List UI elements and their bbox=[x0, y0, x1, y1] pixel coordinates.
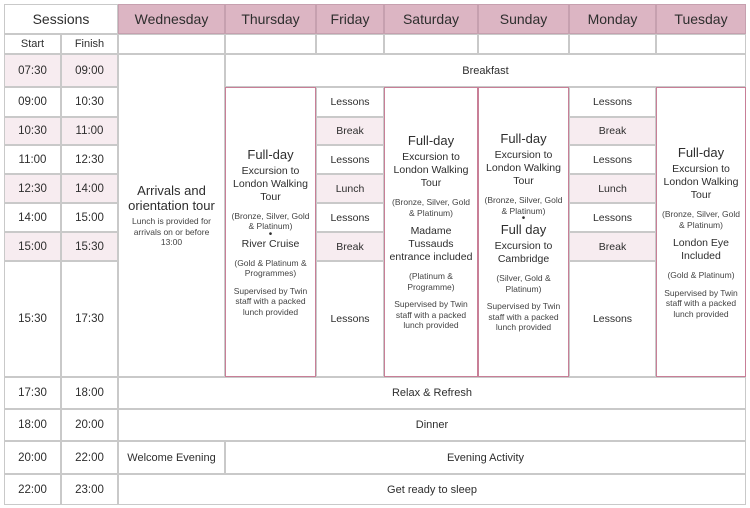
excursion-destination: Excursion to London Walking Tour bbox=[663, 163, 739, 201]
start-time: 17:30 bbox=[4, 377, 61, 409]
thursday-excursion-cell bbox=[225, 87, 316, 377]
finish-time: 11:00 bbox=[61, 117, 118, 145]
monday-slot: Break bbox=[569, 232, 656, 261]
monday-slot: Lessons bbox=[569, 203, 656, 232]
start-time: 20:00 bbox=[4, 441, 61, 474]
finish-time: 22:00 bbox=[61, 441, 118, 474]
monday-slot: Lessons bbox=[569, 87, 656, 117]
start-time: 09:00 bbox=[4, 87, 61, 117]
day-header-tuesday: Tuesday bbox=[656, 4, 746, 34]
wednesday-arrivals-cell bbox=[118, 54, 225, 377]
welcome-evening-cell: Welcome Evening bbox=[118, 441, 225, 474]
bullet: • bbox=[268, 228, 273, 240]
supervised-note: Supervised by Twin staff with a packed lunch provided bbox=[394, 299, 468, 331]
monday-slot: Lunch bbox=[569, 174, 656, 203]
friday-slot: Lessons bbox=[316, 87, 384, 117]
finish-time: 14:00 bbox=[61, 174, 118, 203]
day-header-friday: Friday bbox=[316, 4, 384, 34]
start-time: 22:00 bbox=[4, 474, 61, 505]
start-time: 14:00 bbox=[4, 203, 61, 232]
friday-slot: Break bbox=[316, 232, 384, 261]
finish-time: 20:00 bbox=[61, 409, 118, 441]
excursion-title-2: Full day bbox=[500, 222, 547, 238]
supervised-note: Supervised by Twin staff with a packed lunch provided bbox=[233, 285, 308, 317]
day-header-saturday: Saturday bbox=[384, 4, 478, 34]
finish-time: 15:30 bbox=[61, 232, 118, 261]
start-header: Start bbox=[4, 34, 61, 54]
supervised-note: Supervised by Twin staff with a packed lunch provided bbox=[664, 287, 738, 319]
start-time: 15:30 bbox=[4, 261, 61, 377]
excursion-extra: London Eye Included bbox=[672, 237, 730, 262]
start-time: 10:30 bbox=[4, 117, 61, 145]
start-time: 07:30 bbox=[4, 54, 61, 87]
excursion-extra-level: (Gold & Platinum) bbox=[667, 270, 735, 280]
excursion-title: Full-day bbox=[247, 146, 294, 162]
monday-slot: Break bbox=[569, 117, 656, 145]
start-time: 11:00 bbox=[4, 145, 61, 174]
saturday-excursion-cell bbox=[384, 87, 478, 377]
sunday-excursion-cell bbox=[478, 87, 569, 377]
blank-cell bbox=[118, 34, 225, 54]
start-time: 15:00 bbox=[4, 232, 61, 261]
tuesday-excursion-cell bbox=[656, 87, 746, 377]
finish-time: 17:30 bbox=[61, 261, 118, 377]
sessions-header: Sessions bbox=[4, 4, 118, 34]
blank-cell bbox=[478, 34, 569, 54]
monday-slot: Lessons bbox=[569, 145, 656, 174]
blank-cell bbox=[656, 34, 746, 54]
friday-slot: Lunch bbox=[316, 174, 384, 203]
start-time: 18:00 bbox=[4, 409, 61, 441]
breakfast-cell: Breakfast bbox=[225, 54, 746, 87]
blank-cell bbox=[384, 34, 478, 54]
excursion-extra: River Cruise bbox=[241, 237, 300, 250]
friday-slot: Break bbox=[316, 117, 384, 145]
sleep-cell: Get ready to sleep bbox=[118, 474, 746, 505]
excursion-destination: Excursion to London Walking Tour bbox=[393, 151, 469, 190]
finish-time: 09:00 bbox=[61, 54, 118, 87]
excursion-level: (Bronze, Silver, Gold & Platinum) bbox=[662, 209, 740, 230]
day-header-thursday: Thursday bbox=[225, 4, 316, 34]
evening-activity-cell: Evening Activity bbox=[225, 441, 746, 474]
excursion-title: Full-day bbox=[677, 145, 725, 160]
start-time: 12:30 bbox=[4, 174, 61, 203]
bullet: • bbox=[521, 213, 526, 225]
arrivals-title: Arrivals and orientation tour bbox=[128, 183, 215, 214]
finish-header: Finish bbox=[61, 34, 118, 54]
excursion-extra: Madame Tussauds entrance included bbox=[389, 225, 473, 264]
dinner-cell: Dinner bbox=[118, 409, 746, 441]
excursion-destination: Excursion to London Walking Tour bbox=[486, 149, 561, 188]
excursion-level: (Bronze, Silver, Gold & Platinum) bbox=[231, 210, 310, 232]
day-header-monday: Monday bbox=[569, 4, 656, 34]
excursion-title: Full-day bbox=[500, 131, 547, 147]
day-header-sunday: Sunday bbox=[478, 4, 569, 34]
finish-time: 12:30 bbox=[61, 145, 118, 174]
blank-cell bbox=[316, 34, 384, 54]
arrivals-note: Lunch is provided for arrivals on or before 13:00 bbox=[132, 216, 211, 248]
excursion-destination-2: Excursion to Cambridge bbox=[494, 240, 553, 266]
monday-slot: Lessons bbox=[569, 261, 656, 377]
excursion-level: (Bronze, Silver, Gold & Platinum) bbox=[484, 195, 563, 216]
excursion-title: Full-day bbox=[407, 133, 455, 149]
excursion-level: (Bronze, Silver, Gold & Platinum) bbox=[392, 197, 470, 218]
friday-slot: Lessons bbox=[316, 203, 384, 232]
supervised-note: Supervised by Twin staff with a packed lunch provided bbox=[486, 301, 561, 333]
excursion-extra-level: (Gold & Platinum & Programmes) bbox=[234, 257, 307, 279]
day-header-wednesday: Wednesday bbox=[118, 4, 225, 34]
friday-slot: Lessons bbox=[316, 145, 384, 174]
finish-time: 15:00 bbox=[61, 203, 118, 232]
blank-cell bbox=[569, 34, 656, 54]
excursion-extra-level: (Platinum & Programme) bbox=[407, 271, 455, 292]
excursion-destination: Excursion to London Walking Tour bbox=[233, 164, 308, 203]
excursion-level-2: (Silver, Gold & Platinum) bbox=[496, 273, 551, 294]
finish-time: 10:30 bbox=[61, 87, 118, 117]
friday-slot: Lessons bbox=[316, 261, 384, 377]
relax-refresh-cell: Relax & Refresh bbox=[118, 377, 746, 409]
finish-time: 23:00 bbox=[61, 474, 118, 505]
blank-cell bbox=[225, 34, 316, 54]
finish-time: 18:00 bbox=[61, 377, 118, 409]
